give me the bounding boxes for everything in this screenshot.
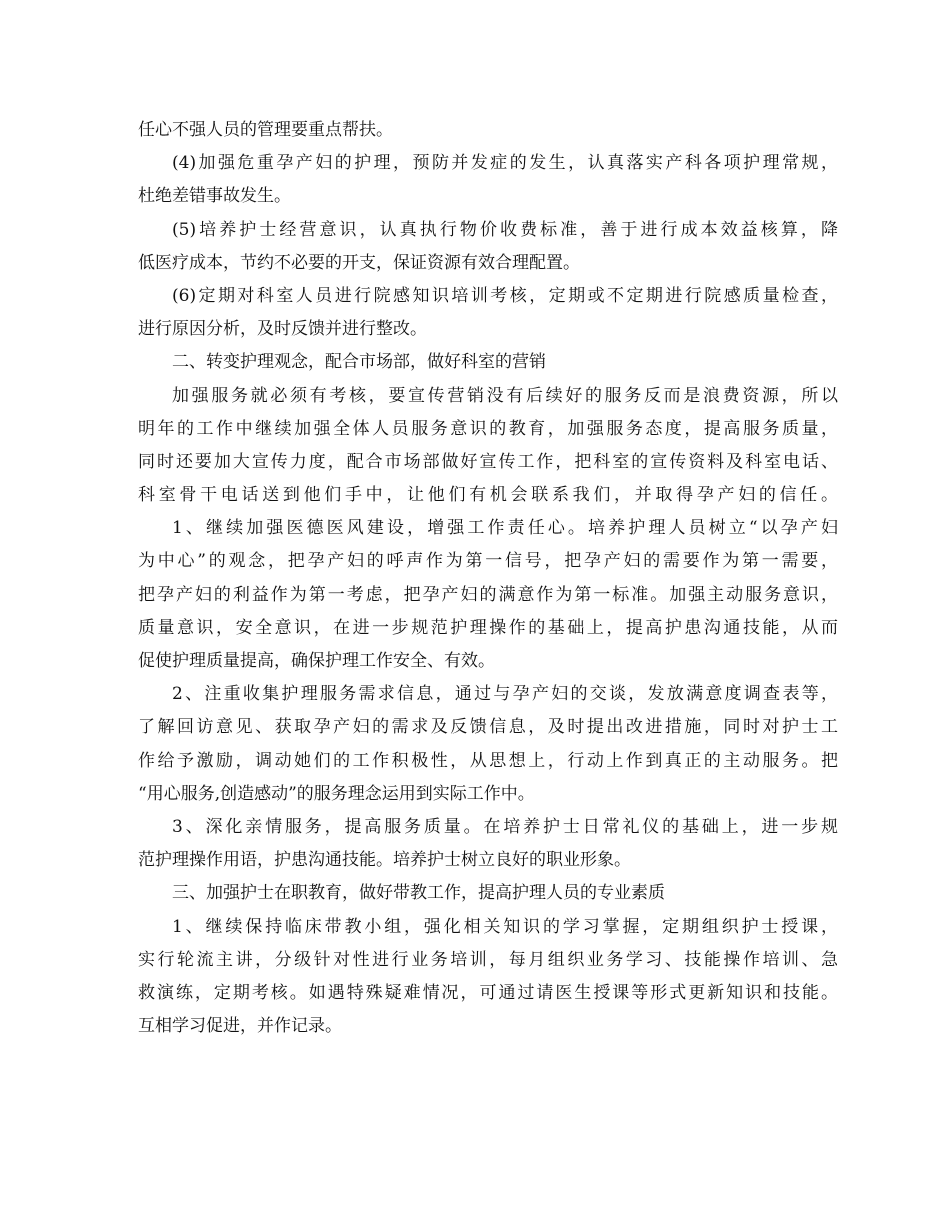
text-line: 了解回访意见、获取孕产妇的需求及反馈信息，及时提出改进措施，同时对护士工 bbox=[138, 717, 838, 738]
text-line: 作给予激励，调动她们的工作积极性，从思想上，行动上作到真正的主动服务。把 bbox=[138, 750, 838, 771]
text-line: (4)加强危重孕产妇的护理，预防并发症的发生，认真落实产科各项护理常规， bbox=[172, 153, 838, 174]
text-line: (6)定期对科室人员进行院感知识培训考核，定期或不定期进行院感质量检查， bbox=[172, 285, 838, 306]
text-line: 同时还要加大宣传力度，配合市场部做好宣传工作，把科室的宣传资料及科室电话、 bbox=[138, 451, 838, 472]
text-line: 加强服务就必须有考核，要宣传营销没有后续好的服务反而是浪费资源，所以 bbox=[172, 385, 838, 406]
text-line: 低医疗成本，节约不必要的开支，保证资源有效合理配置。 bbox=[138, 252, 580, 273]
text-line: 促使护理质量提高，确保护理工作安全、有效。 bbox=[138, 651, 495, 671]
text-line: 为中心”的观念，把孕产妇的呼声作为第一信号，把孕产妇的需要作为第一需要， bbox=[138, 551, 838, 572]
text-line: 实行轮流主讲，分级针对性进行业务培训，每月组织业务学习、技能操作培训、急 bbox=[138, 949, 838, 970]
text-line: 救演练，定期考核。如遇特殊疑难情况，可通过请医生授课等形式更新知识和技能。 bbox=[138, 982, 838, 1003]
text-line: (5)培养护士经营意识，认真执行物价收费标准，善于进行成本效益核算，降 bbox=[172, 219, 838, 240]
text-line: “用心服务,创造感动”的服务理念运用到实际工作中。 bbox=[138, 783, 535, 804]
text-line: 互相学习促进，并作记录。 bbox=[138, 1016, 342, 1037]
text-line: 质量意识，安全意识，在进一步规范护理操作的基础上，提高护患沟通技能，从而 bbox=[138, 617, 838, 638]
document-body bbox=[138, 114, 838, 1043]
text-line: 1、继续加强医德医风建设，增强工作责任心。培养护理人员树立“以孕产妇 bbox=[172, 518, 838, 539]
text-line: 科室骨干电话送到他们手中，让他们有机会联系我们，并取得孕产妇的信任。 bbox=[138, 485, 838, 506]
text-line: 3、深化亲情服务，提高服务质量。在培养护士日常礼仪的基础上，进一步规 bbox=[172, 816, 838, 837]
text-line: 任心不强人员的管理要重点帮扶。 bbox=[138, 120, 393, 140]
text-line: 范护理操作用语，护患沟通技能。培养护士树立良好的职业形象。 bbox=[138, 850, 631, 871]
text-line: 1、继续保持临床带教小组，强化相关知识的学习掌握，定期组织护士授课， bbox=[172, 916, 838, 937]
text-line: 杜绝差错事故发生。 bbox=[138, 186, 291, 207]
text-line: 2、注重收集护理服务需求信息，通过与孕产妇的交谈，发放满意度调查表等， bbox=[172, 684, 838, 705]
text-line: 明年的工作中继续加强全体人员服务意识的教育，加强服务态度，提高服务质量， bbox=[138, 418, 838, 439]
text-line: 二、转变护理观念，配合市场部，做好科室的营销 bbox=[172, 352, 546, 373]
text-line: 进行原因分析，及时反馈并进行整改。 bbox=[138, 319, 427, 340]
text-line: 把孕产妇的利益作为第一考虑，把孕产妇的满意作为第一标准。加强主动服务意识， bbox=[138, 584, 838, 605]
text-line: 三、加强护士在职教育，做好带教工作，提高护理人员的专业素质 bbox=[172, 883, 665, 904]
